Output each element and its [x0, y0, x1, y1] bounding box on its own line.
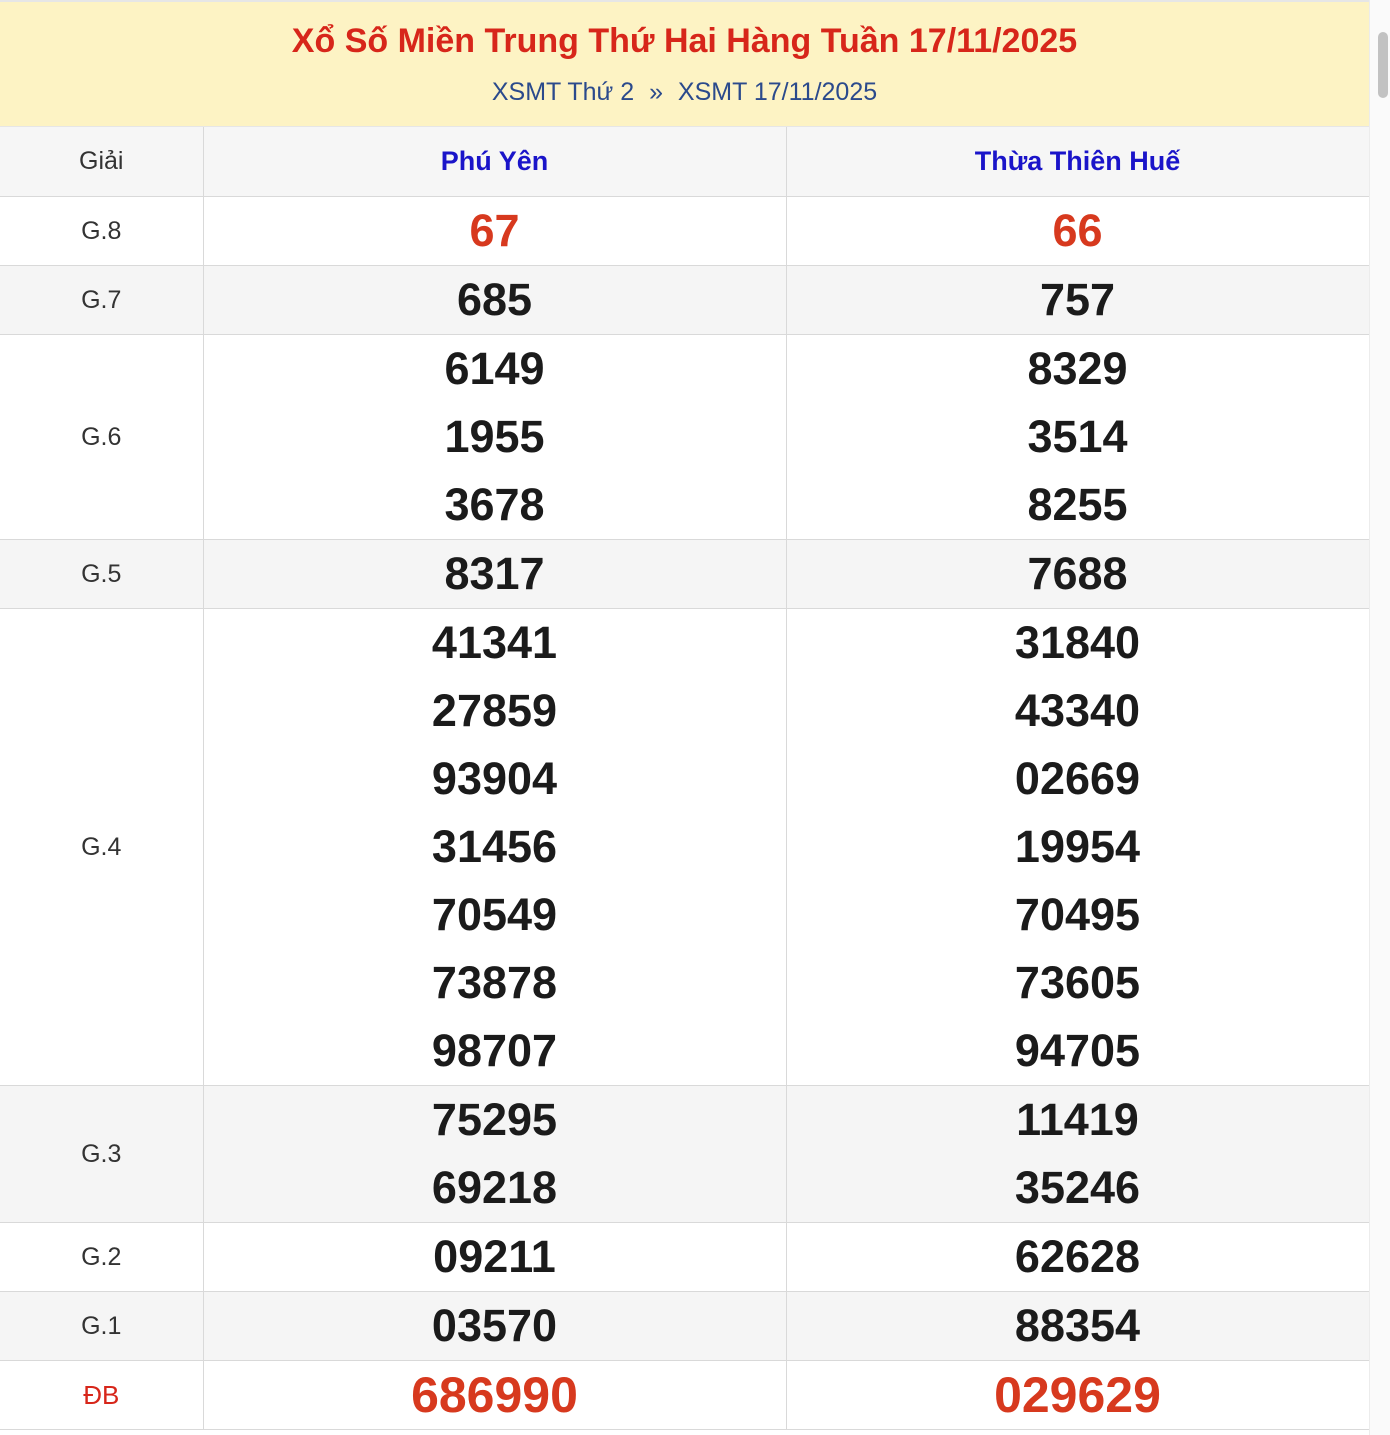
thua-thien-hue-cell	[786, 609, 1369, 1086]
breadcrumb-link-thu2[interactable]: XSMT Thứ 2	[491, 78, 635, 106]
result-number: 66	[1052, 205, 1103, 256]
thua-thien-hue-cell	[786, 197, 1369, 266]
result-number: 75295	[431, 1094, 558, 1145]
thua-thien-hue-cell	[786, 1223, 1369, 1292]
breadcrumb-link-date[interactable]: XSMT 17/11/2025	[677, 78, 878, 106]
table-row	[0, 1086, 1369, 1223]
prize-label: G.5	[0, 540, 203, 609]
result-number: 35246	[1014, 1162, 1141, 1213]
result-number: 3514	[1027, 411, 1128, 462]
table-row	[0, 1292, 1369, 1361]
result-number: 686990	[411, 1367, 578, 1423]
result-number: 02669	[1014, 753, 1141, 804]
result-number: 757	[1039, 274, 1116, 325]
results-table	[0, 127, 1370, 1430]
column-header-phu-yen[interactable]: Phú Yên	[203, 127, 786, 197]
result-number: 029629	[994, 1367, 1161, 1423]
result-number: 8329	[1027, 343, 1128, 394]
result-number: 8255	[1027, 479, 1128, 530]
thua-thien-hue-cell	[786, 1086, 1369, 1223]
table-row	[0, 1223, 1369, 1292]
phu-yen-cell	[203, 335, 786, 540]
prize-label: ĐB	[0, 1361, 203, 1430]
table-row	[0, 1361, 1369, 1430]
phu-yen-cell	[203, 1361, 786, 1430]
result-number: 62628	[1014, 1231, 1141, 1282]
result-number: 03570	[431, 1300, 558, 1351]
phu-yen-cell	[203, 266, 786, 335]
result-number: 1955	[444, 411, 545, 462]
result-number: 19954	[1014, 821, 1141, 872]
phu-yen-cell	[203, 1292, 786, 1361]
result-number: 3678	[444, 479, 545, 530]
result-number: 43340	[1014, 685, 1141, 736]
results-header	[0, 0, 1369, 127]
table-row	[0, 266, 1369, 335]
prize-label: G.6	[0, 335, 203, 540]
result-number: 11419	[1016, 1094, 1139, 1145]
thua-thien-hue-cell	[786, 540, 1369, 609]
phu-yen-cell	[203, 540, 786, 609]
thua-thien-hue-cell	[786, 266, 1369, 335]
result-number: 09211	[433, 1231, 556, 1282]
phu-yen-cell	[203, 609, 786, 1086]
result-number: 685	[456, 274, 533, 325]
phu-yen-cell	[203, 197, 786, 266]
result-number: 73605	[1014, 957, 1141, 1008]
thua-thien-hue-cell	[786, 1292, 1369, 1361]
table-row	[0, 540, 1369, 609]
result-number: 31456	[431, 821, 558, 872]
results-body	[0, 197, 1369, 1430]
result-number: 6149	[444, 343, 545, 394]
result-number: 73878	[431, 957, 558, 1008]
thua-thien-hue-cell	[786, 1361, 1369, 1430]
phu-yen-cell	[203, 1086, 786, 1223]
prize-label: G.8	[0, 197, 203, 266]
prize-label: G.1	[0, 1292, 203, 1361]
prize-label: G.3	[0, 1086, 203, 1223]
column-header-giai: Giải	[0, 127, 203, 197]
result-number: 69218	[431, 1162, 558, 1213]
breadcrumb	[0, 76, 1369, 108]
prize-label: G.2	[0, 1223, 203, 1292]
result-number: 41341	[431, 617, 558, 668]
table-row	[0, 335, 1369, 540]
thua-thien-hue-cell	[786, 335, 1369, 540]
result-number: 93904	[431, 753, 558, 804]
page-title: Xổ Số Miền Trung Thứ Hai Hàng Tuần 17/11/2025	[291, 22, 1078, 60]
table-row	[0, 197, 1369, 266]
result-number: 70495	[1014, 889, 1141, 940]
prize-label: G.4	[0, 609, 203, 1086]
result-number: 94705	[1014, 1025, 1141, 1076]
result-number: 70549	[431, 889, 558, 940]
scrollbar-thumb[interactable]	[1378, 32, 1388, 98]
result-number: 88354	[1014, 1300, 1141, 1351]
result-number: 8317	[444, 548, 545, 599]
prize-label: G.7	[0, 266, 203, 335]
result-number: 7688	[1027, 548, 1128, 599]
result-number: 31840	[1014, 617, 1141, 668]
result-number: 98707	[431, 1025, 558, 1076]
table-header-row	[0, 127, 1369, 197]
column-header-thua-thien-hue[interactable]: Thừa Thiên Huế	[786, 127, 1369, 197]
result-number: 67	[469, 205, 520, 256]
vertical-scrollbar[interactable]	[1369, 0, 1390, 1435]
result-number: 27859	[431, 685, 558, 736]
breadcrumb-separator: »	[649, 78, 663, 106]
table-row	[0, 609, 1369, 1086]
phu-yen-cell	[203, 1223, 786, 1292]
